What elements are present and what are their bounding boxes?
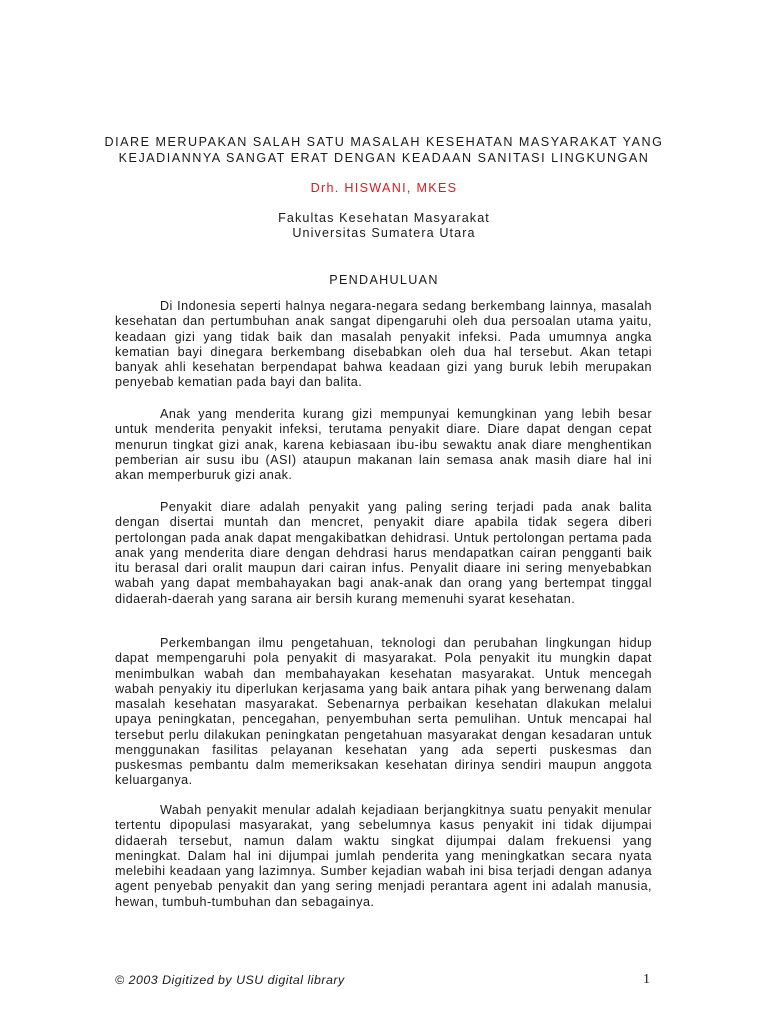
paragraph-3: Penyakit diare adalah penyakit yang paling sering terjadi pada anak balita dengan disertai muntah dan mencret, penyakit diare apabila tidak segera diberi pertolongan pada anak dapat mengakibatkan dehidrasi. Untuk pertolongan pertama pada anak yang menderita diare dengan dehdrasi harus mendapatkan cairan pengganti baik itu berasal dari oralit maupun dari cairan infus. Penyalit diaare ini sering menyebabkan wabah yang dapat membahayakan bagi anak-anak dan orang yang bertempat tinggal didaerah-daerah yang sarana air bersih kurang memenuhi syarat kesehatan. [115, 500, 652, 606]
paragraph-2: Anak yang menderita kurang gizi mempunyai kemungkinan yang lebih besar untuk menderita penyakit infeksi, terutama penyakit diare. Diare dapat dengan cepat menurun tingkat gizi anak, karena kebiasaan ibu-ibu sewaktu anak diare menghentikan pemberian air susu ibu (ASI) ataupun makanan lain semasa anak masih diare hal ini akan memperburuk gizi anak. [115, 407, 652, 482]
author-affiliation [100, 211, 668, 241]
title-line-1: DIARE MERUPAKAN SALAH SATU MASALAH KESEHATAN MASYARAKAT YANG [104, 135, 664, 149]
title-line-2: KEJADIANNYA SANGAT ERAT DENGAN KEADAAN SANITASI LINGKUNGAN [118, 151, 650, 165]
paragraph-1: Di Indonesia seperti halnya negara-negara sedang berkembang lainnya, masalah kesehatan dan pertumbuhan anak sangat dipengaruhi oleh dua persoalan utama yaitu, keadaan gizi yang tidak baik dan masalah penyakit infeksi. Pada umumnya angka kematian bayi dinegara berkembang disebabkan oleh dua hal tersebut. Akan tetapi banyak ahli kesehatan berpendapat bahwa keadaan gizi yang buruk lebih merupakan penyebab kematian pada bayi dan balita. [115, 299, 652, 390]
footer-copyright: © 2003 Digitized by USU digital library [115, 973, 345, 987]
paragraph-5: Wabah penyakit menular adalah kejadiaan berjangkitnya suatu penyakit menular tertentu dipopulasi masyarakat, yang sebelumnya kasus penyakit ini tidak dijumpai didaerah tersebut, namun dalam waktu singkat dijumpai dalam frekuensi yang meningkat. Dalam hal ini dijumpai jumlah penderita yang meningkatkan secara nyata melebihi keadaan yang lazimnya. Sumber kejadian wabah ini bisa terjadi dengan adanya agent penyebab penyakit dan yang sering menjadi perantara agent ini adalah manusia, hewan, tumbuh-tumbuhan dan sebagainya. [115, 803, 652, 909]
page-number: 1 [643, 972, 650, 987]
section-heading: PENDAHULUAN [329, 273, 439, 287]
affiliation-university: Universitas Sumatera Utara [292, 226, 476, 240]
author-name: Drh. HISWANI, MKES [310, 181, 458, 195]
affiliation-faculty: Fakultas Kesehatan Masyarakat [278, 211, 490, 225]
paragraph-4: Perkembangan ilmu pengetahuan, teknologi dan perubahan lingkungan hidup dapat mempengaruhi pola penyakit di masyarakat. Pola penyakit itu mungkin dapat menimbulkan wabah dan membahayakan kesehatan masyarakat. Untuk mencegah wabah penyakiy itu diperlukan kerjasama yang baik antara pihak yang berwenang dalam masalah kesehatan masyarakat. Sebenarnya perbaikan kesehatan dlakukan melalui upaya peningkatan, pencegahan, penyembuhan serta pemulihan. Untuk mencapai hal tersebut perlu dilakukan peningkatan pengetahuan masyarakat dengan kesadaran untuk menggunakan fasilitas pelayanan kesehatan yang ada seperti puskesmas dan puskesmas pembantu dalm memeriksakan kesehatan dirinya sendiri maupun anggota keluarganya. [115, 636, 652, 788]
document-title [100, 134, 668, 166]
